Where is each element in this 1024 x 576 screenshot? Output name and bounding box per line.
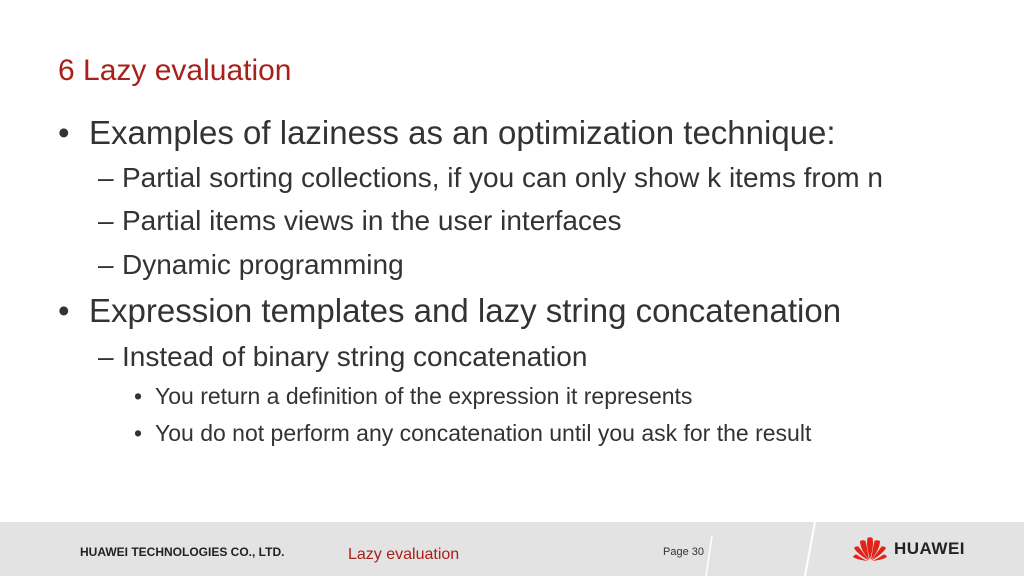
bullet-text: Dynamic programming bbox=[122, 249, 404, 280]
footer-title: Lazy evaluation bbox=[348, 546, 460, 563]
subsubbullet-return-definition bbox=[134, 383, 692, 410]
bullet-marker: • bbox=[134, 383, 143, 409]
dash-marker: – bbox=[98, 341, 114, 372]
bullet-laziness-examples bbox=[58, 114, 836, 152]
subbullet-partial-sorting bbox=[98, 162, 883, 194]
bullet-expression-templates bbox=[58, 292, 841, 330]
bullet-marker: • bbox=[58, 114, 70, 151]
bullet-text: Partial items views in the user interfaces bbox=[122, 205, 622, 236]
subbullet-partial-views bbox=[98, 205, 622, 237]
subsubbullet-no-concatenation bbox=[134, 420, 811, 447]
dash-marker: – bbox=[98, 249, 114, 280]
page-number: Page 30 bbox=[663, 546, 704, 558]
brand-name: HUAWEI bbox=[894, 539, 965, 558]
bullet-text: Expression templates and lazy string concatenation bbox=[89, 292, 842, 329]
bullet-text: Instead of binary string concatenation bbox=[122, 341, 588, 372]
company-name: HUAWEI TECHNOLOGIES CO., LTD. bbox=[80, 545, 285, 559]
dash-marker: – bbox=[98, 162, 114, 193]
dash-marker: – bbox=[98, 205, 114, 236]
bullet-marker: • bbox=[134, 420, 143, 446]
bullet-text: Partial sorting collections, if you can only show k items from n bbox=[122, 162, 883, 193]
bullet-text: You do not perform any concatenation until you ask for the result bbox=[155, 420, 812, 446]
huawei-logo bbox=[852, 536, 965, 562]
slide-title: 6 Lazy evaluation bbox=[58, 54, 292, 87]
huawei-flower-icon bbox=[852, 536, 888, 562]
slide-footer bbox=[0, 522, 1024, 576]
subbullet-binary-concatenation bbox=[98, 341, 587, 373]
bullet-marker: • bbox=[58, 292, 70, 329]
bullet-text: You return a definition of the expression it represents bbox=[155, 383, 693, 409]
subbullet-dynamic-programming bbox=[98, 249, 404, 281]
bullet-text: Examples of laziness as an optimization technique: bbox=[89, 114, 836, 151]
